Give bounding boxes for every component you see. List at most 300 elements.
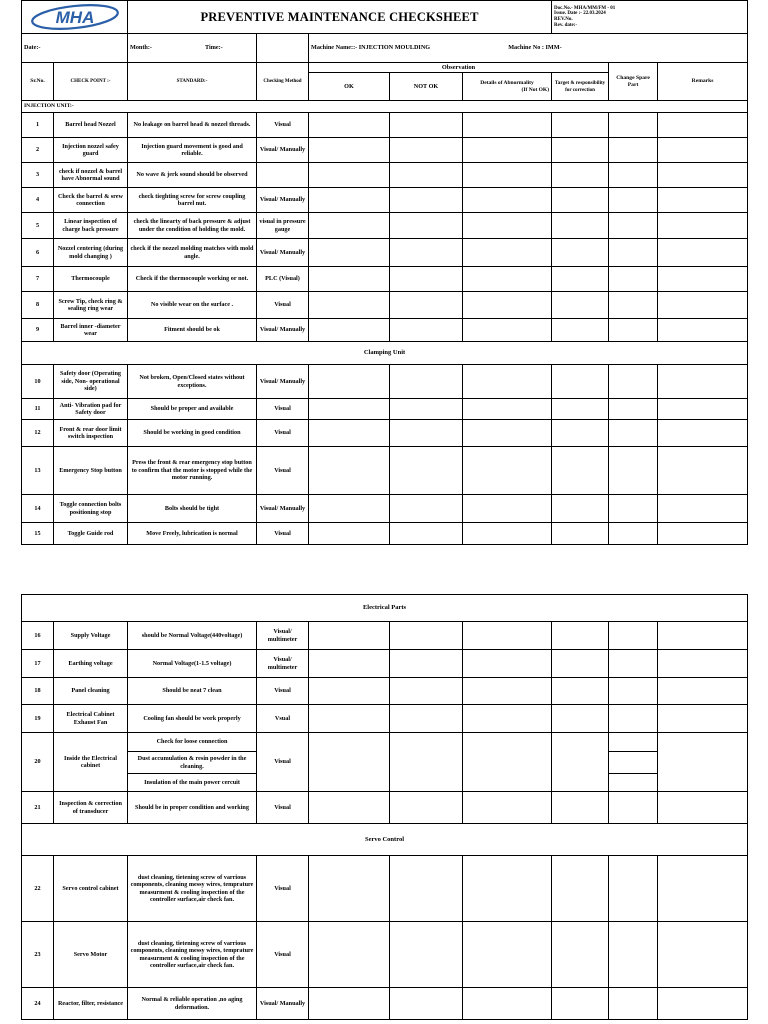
row-method: Visual/ Manually: [257, 365, 309, 399]
spare-cell[interactable]: [609, 188, 658, 213]
row-method: [257, 163, 309, 188]
remarks-cell[interactable]: [658, 622, 748, 650]
table-row: [22, 988, 748, 1020]
target-cell[interactable]: [552, 213, 609, 239]
spare-cell[interactable]: [609, 239, 658, 267]
remarks-cell[interactable]: [658, 447, 748, 495]
row-standard: No visible wear on the surface .: [128, 292, 257, 319]
row-method: Visual: [257, 856, 309, 922]
row-check-point: Injection nozzel safey guard: [54, 138, 128, 163]
row-method: Visual: [257, 113, 309, 138]
row-sr: 1: [22, 113, 54, 138]
remarks-cell[interactable]: [658, 792, 748, 824]
target-cell[interactable]: [552, 292, 609, 319]
target-cell[interactable]: [552, 188, 609, 213]
row-method: visual in pressure gauge: [257, 213, 309, 239]
remarks-cell[interactable]: [658, 292, 748, 319]
col-header-checking-method: Checking Method: [257, 63, 309, 101]
not-ok-cell[interactable]: [390, 399, 463, 420]
row-method: Visual: [257, 792, 309, 824]
spare-cell[interactable]: [609, 856, 658, 922]
not-ok-cell[interactable]: [390, 365, 463, 399]
row-sr: 22: [22, 856, 54, 922]
row-check-point: Toggle connection bolts positioning stop: [54, 495, 128, 523]
ok-cell[interactable]: [309, 650, 390, 678]
row-check-point: Reactor, filter, resistance: [54, 988, 128, 1020]
spare-cell[interactable]: [609, 988, 658, 1020]
target-cell[interactable]: [552, 988, 609, 1020]
details-cell[interactable]: [463, 239, 552, 267]
row-standard: Not broken, Open/Closed states without exceptions.: [128, 365, 257, 399]
ok-cell[interactable]: [309, 113, 390, 138]
remarks-cell[interactable]: [658, 138, 748, 163]
table-row: [22, 292, 748, 319]
table-row: [22, 319, 748, 342]
row-method: Visual: [257, 399, 309, 420]
target-cell[interactable]: [552, 399, 609, 420]
not-ok-cell[interactable]: [390, 856, 463, 922]
spare-cell[interactable]: [609, 650, 658, 678]
not-ok-cell[interactable]: [390, 678, 463, 705]
row-standard: Dust accumulation & resin powder in the cleaning.: [128, 752, 257, 774]
row-sr: 14: [22, 495, 54, 523]
spare-cell[interactable]: [609, 523, 658, 545]
details-cell[interactable]: [463, 138, 552, 163]
remarks-cell[interactable]: [658, 678, 748, 705]
row-standard: Check for loose connection: [128, 733, 257, 752]
row-sr: 15: [22, 523, 54, 545]
row-check-point: Linear inspection of charge back pressure: [54, 213, 128, 239]
row-method: Visual/ Manually: [257, 319, 309, 342]
ok-cell[interactable]: [309, 138, 390, 163]
row-standard: should be Normal Voltage(440voltage): [128, 622, 257, 650]
details-cell[interactable]: [463, 678, 552, 705]
row-check-point: Nozzel centering (during mold changing ): [54, 239, 128, 267]
details-label: Details of Abnormality: [480, 79, 534, 86]
table-row: [22, 113, 748, 138]
ok-cell[interactable]: [309, 792, 390, 824]
document-info: [552, 1, 748, 34]
row-check-point: Emergency Stop button: [54, 447, 128, 495]
target-cell[interactable]: [552, 239, 609, 267]
not-ok-cell[interactable]: [390, 988, 463, 1020]
details-cell[interactable]: [463, 292, 552, 319]
col-header-sr-no: Sr.No.: [22, 63, 54, 101]
spare-cell[interactable]: [609, 292, 658, 319]
spare-cell[interactable]: [609, 447, 658, 495]
not-ok-cell[interactable]: [390, 447, 463, 495]
table-row: [22, 163, 748, 188]
details-cell[interactable]: [463, 622, 552, 650]
table-row: [22, 239, 748, 267]
row-method: Visual: [257, 447, 309, 495]
spare-cell[interactable]: [609, 319, 658, 342]
checksheet-page-1: [21, 0, 747, 545]
table-row: [22, 678, 748, 705]
row-method: Visual: [257, 420, 309, 447]
remarks-cell[interactable]: [658, 420, 748, 447]
row-check-point: Servo Motor: [54, 922, 128, 988]
ok-cell[interactable]: [309, 365, 390, 399]
col-header-details: [463, 73, 552, 101]
row-sr: 19: [22, 705, 54, 733]
row-sr: 10: [22, 365, 54, 399]
remarks-cell[interactable]: [658, 523, 748, 545]
target-cell[interactable]: [552, 792, 609, 824]
spare-cell[interactable]: [609, 420, 658, 447]
machine-no-label: Machine No : IMM-: [508, 44, 562, 52]
ok-cell[interactable]: [309, 733, 390, 792]
not-ok-cell[interactable]: [390, 113, 463, 138]
target-cell[interactable]: [552, 622, 609, 650]
row-sr: 9: [22, 319, 54, 342]
ok-cell[interactable]: [309, 319, 390, 342]
remarks-cell[interactable]: [658, 319, 748, 342]
spare-cell[interactable]: [609, 774, 658, 792]
target-cell[interactable]: [552, 447, 609, 495]
rev-number: REV.No.: [554, 17, 573, 22]
row-check-point: Inspection & correction of transducer: [54, 792, 128, 824]
ok-cell[interactable]: [309, 399, 390, 420]
spare-cell[interactable]: [609, 365, 658, 399]
ok-cell[interactable]: [309, 163, 390, 188]
row-standard: Should be neat 7 clean: [128, 678, 257, 705]
row-standard: No leakage on barrel head & nozzel threads.: [128, 113, 257, 138]
details-cell[interactable]: [463, 988, 552, 1020]
row-method: Visual/ multimeter: [257, 622, 309, 650]
not-ok-cell[interactable]: [390, 138, 463, 163]
row-check-point: Thermocouple: [54, 267, 128, 292]
spare-cell[interactable]: [609, 138, 658, 163]
target-cell[interactable]: [552, 495, 609, 523]
target-cell[interactable]: [552, 163, 609, 188]
spare-cell[interactable]: [609, 163, 658, 188]
machine-name-label: Machine Name::- INJECTION MOULDING: [311, 44, 431, 52]
target-cell[interactable]: [552, 319, 609, 342]
ok-cell[interactable]: [309, 705, 390, 733]
remarks-cell[interactable]: [658, 988, 748, 1020]
not-ok-cell[interactable]: [390, 239, 463, 267]
row-method: Visual: [257, 922, 309, 988]
table-row: [22, 213, 748, 239]
machine-info[interactable]: [309, 34, 748, 63]
details-cell[interactable]: [463, 399, 552, 420]
row-check-point: Barrel inner -diameter wear: [54, 319, 128, 342]
ok-cell[interactable]: [309, 239, 390, 267]
target-cell[interactable]: [552, 138, 609, 163]
remarks-cell[interactable]: [658, 163, 748, 188]
not-ok-cell[interactable]: [390, 792, 463, 824]
remarks-cell[interactable]: [658, 705, 748, 733]
not-ok-cell[interactable]: [390, 163, 463, 188]
row-standard: Cooling fan should be work properly: [128, 705, 257, 733]
not-ok-cell[interactable]: [390, 267, 463, 292]
details-cell[interactable]: [463, 792, 552, 824]
remarks-cell[interactable]: [658, 239, 748, 267]
row-sr: 4: [22, 188, 54, 213]
details-cell[interactable]: [463, 113, 552, 138]
table-row: [22, 138, 748, 163]
row-standard: check tieghting screw for screw coupling barrel nut.: [128, 188, 257, 213]
row-method: Visual: [257, 733, 309, 792]
not-ok-cell[interactable]: [390, 650, 463, 678]
row-sr: 5: [22, 213, 54, 239]
ok-cell[interactable]: [309, 523, 390, 545]
row-sr: 23: [22, 922, 54, 988]
table-row: [22, 792, 748, 824]
row-standard: Bolts should be tight: [128, 495, 257, 523]
month-label: Month:-: [130, 44, 152, 52]
row-method: Visual/ Manually: [257, 138, 309, 163]
remarks-cell[interactable]: [658, 922, 748, 988]
spare-cell[interactable]: [609, 792, 658, 824]
table-row: [22, 705, 748, 733]
table-row: [22, 922, 748, 988]
col-header-target: Target & responsibility for correction: [552, 73, 609, 101]
row-method: Visual: [257, 678, 309, 705]
target-cell[interactable]: [552, 678, 609, 705]
row-check-point: Electrical Cabinet Exhaust Fan: [54, 705, 128, 733]
checksheet-table-bottom: [21, 594, 748, 1020]
remarks-cell[interactable]: [658, 365, 748, 399]
details-cell[interactable]: [463, 163, 552, 188]
not-ok-cell[interactable]: [390, 420, 463, 447]
ok-cell[interactable]: [309, 292, 390, 319]
remarks-cell[interactable]: [658, 650, 748, 678]
not-ok-cell[interactable]: [390, 523, 463, 545]
section-servo-control: Servo Control: [22, 824, 748, 856]
row-sr: 16: [22, 622, 54, 650]
remarks-cell[interactable]: [658, 267, 748, 292]
table-row: [22, 399, 748, 420]
row-check-point: check if nozzel & barrel have Abnormal sound: [54, 163, 128, 188]
row-sr: 13: [22, 447, 54, 495]
row-method: Visual/ multimeter: [257, 650, 309, 678]
ok-cell[interactable]: [309, 622, 390, 650]
target-cell[interactable]: [552, 523, 609, 545]
ok-cell[interactable]: [309, 922, 390, 988]
row-sr: 2: [22, 138, 54, 163]
target-cell[interactable]: [552, 922, 609, 988]
date-field[interactable]: Date:-: [22, 34, 128, 63]
row-standard: Should be working in good condition: [128, 420, 257, 447]
ok-cell[interactable]: [309, 420, 390, 447]
row-check-point: Servo control cabinet: [54, 856, 128, 922]
row-check-point: Panel cleaning: [54, 678, 128, 705]
table-row: [22, 447, 748, 495]
row-method: Visual/ Manually: [257, 495, 309, 523]
row-standard: Injection guard movement is good and reliable.: [128, 138, 257, 163]
details-cell[interactable]: [463, 213, 552, 239]
col-header-observation: Observation: [309, 63, 609, 73]
row-check-point: Safety door (Operating side, Non- operational side): [54, 365, 128, 399]
not-ok-cell[interactable]: [390, 319, 463, 342]
doc-number: Doc.No.- MHA/MM/FM - 01: [554, 5, 616, 11]
spare-cell[interactable]: [609, 399, 658, 420]
row-sr: 18: [22, 678, 54, 705]
details-cell[interactable]: [463, 495, 552, 523]
section-clamping-unit: Clamping Unit: [22, 342, 748, 365]
checksheet-table-top: [21, 0, 748, 545]
row-standard: check the linearty of back pressure & adjust under the condition of holding the mold.: [128, 213, 257, 239]
table-row: [22, 420, 748, 447]
remarks-cell[interactable]: [658, 399, 748, 420]
details-cell[interactable]: [463, 267, 552, 292]
row-sr: 7: [22, 267, 54, 292]
row-check-point: Earthing voltage: [54, 650, 128, 678]
remarks-cell[interactable]: [658, 213, 748, 239]
row-standard: No wave & jerk sound should be observed: [128, 163, 257, 188]
row-method: Visual/ Manually: [257, 188, 309, 213]
ok-cell[interactable]: [309, 495, 390, 523]
row-check-point: Check the barrel & srew connection: [54, 188, 128, 213]
row-standard: dust cleaning, tietening screw of varrious components, cleaning messy wires, temprature measurment & cooling inspection of the controller surface,air check fan.: [128, 856, 257, 922]
month-time-field[interactable]: [128, 34, 257, 63]
spare-cell[interactable]: [609, 922, 658, 988]
spare-cell[interactable]: [609, 752, 658, 774]
checksheet-page-2: [21, 594, 747, 1020]
not-ok-cell[interactable]: [390, 213, 463, 239]
row-method: Visual: [257, 292, 309, 319]
spare-cell[interactable]: [609, 678, 658, 705]
details-cell[interactable]: [463, 523, 552, 545]
col-header-change-spare: Change Spare Part: [609, 63, 658, 101]
row-standard: Should be proper and available: [128, 399, 257, 420]
row-sr: 11: [22, 399, 54, 420]
row-sr: 17: [22, 650, 54, 678]
ok-cell[interactable]: [309, 988, 390, 1020]
target-cell[interactable]: [552, 420, 609, 447]
row-method: Visual/ Manually: [257, 988, 309, 1020]
row-standard: Insulation of the main power cercuit: [128, 774, 257, 792]
remarks-cell[interactable]: [658, 188, 748, 213]
row-standard: Normal Voltage(1-1.5 voltage): [128, 650, 257, 678]
remarks-cell[interactable]: [658, 856, 748, 922]
table-row: [22, 733, 748, 752]
table-row: [22, 495, 748, 523]
not-ok-cell[interactable]: [390, 292, 463, 319]
spare-cell[interactable]: [609, 622, 658, 650]
row-method: Visual: [257, 523, 309, 545]
col-header-remarks: Remarks: [658, 63, 748, 101]
target-cell[interactable]: [552, 113, 609, 138]
remarks-cell[interactable]: [658, 495, 748, 523]
row-standard: Should be in proper condition and working: [128, 792, 257, 824]
row-sr: 24: [22, 988, 54, 1020]
row-method: Vsual: [257, 705, 309, 733]
row-standard: Normal & reliable operation ,no aging deformation.: [128, 988, 257, 1020]
spare-cell[interactable]: [609, 213, 658, 239]
details-cell[interactable]: [463, 733, 552, 792]
not-ok-cell[interactable]: [390, 922, 463, 988]
spare-cell[interactable]: [609, 267, 658, 292]
ok-cell[interactable]: [309, 213, 390, 239]
ok-cell[interactable]: [309, 188, 390, 213]
row-sr: 12: [22, 420, 54, 447]
row-method: Visual/ Manually: [257, 239, 309, 267]
not-ok-cell[interactable]: [390, 733, 463, 792]
row-check-point: Barrel head Nozzel: [54, 113, 128, 138]
col-header-not-ok: NOT OK: [390, 73, 463, 101]
not-ok-cell[interactable]: [390, 188, 463, 213]
ok-cell[interactable]: [309, 678, 390, 705]
row-sr: 8: [22, 292, 54, 319]
row-check-point: Toggle Guide rod: [54, 523, 128, 545]
not-ok-cell[interactable]: [390, 495, 463, 523]
details-cell[interactable]: [463, 922, 552, 988]
row-standard: Fitment should be ok: [128, 319, 257, 342]
target-cell[interactable]: [552, 267, 609, 292]
section-injection-unit: INJECTION UNIT:-: [22, 101, 748, 113]
row-standard: check if the nozzel molding matches with mold angle.: [128, 239, 257, 267]
row-check-point: Anti- Vibration pad for Safety door: [54, 399, 128, 420]
row-standard: Check if the thermocouple working or not.: [128, 267, 257, 292]
target-cell[interactable]: [552, 856, 609, 922]
table-row: [22, 650, 748, 678]
target-cell[interactable]: [552, 733, 609, 792]
table-row: [22, 856, 748, 922]
ok-cell[interactable]: [309, 447, 390, 495]
row-method: PLC (Visual): [257, 267, 309, 292]
details-cell[interactable]: [463, 188, 552, 213]
details-cell[interactable]: [463, 705, 552, 733]
ok-cell[interactable]: [309, 267, 390, 292]
spare-cell[interactable]: [609, 495, 658, 523]
remarks-cell[interactable]: [658, 113, 748, 138]
row-check-point: Front & rear door limit switch inspection: [54, 420, 128, 447]
col-header-check-point: CHECK POINT :-: [54, 63, 128, 101]
rev-date: Rev. date:-: [554, 22, 578, 28]
ok-cell[interactable]: [309, 856, 390, 922]
table-row: [22, 523, 748, 545]
page-title: PREVENTIVE MAINTENANCE CHECKSHEET: [128, 1, 552, 34]
row-check-point: Screw Tip, check ring & sealing ring wear: [54, 292, 128, 319]
table-row: [22, 365, 748, 399]
row-standard: Press the front & rear emergency stop button to confirm that the motor is stopped while the motor running.: [128, 447, 257, 495]
col-header-ok: OK: [309, 73, 390, 101]
details-cell[interactable]: [463, 365, 552, 399]
target-cell[interactable]: [552, 650, 609, 678]
table-row: [22, 267, 748, 292]
spare-cell[interactable]: [609, 733, 658, 752]
not-ok-cell[interactable]: [390, 622, 463, 650]
details-cell[interactable]: [463, 420, 552, 447]
svg-text:MHA: MHA: [55, 8, 94, 27]
row-check-point: Inside the Electrical cabinet: [54, 733, 128, 792]
details-cell[interactable]: [463, 856, 552, 922]
target-cell[interactable]: [552, 705, 609, 733]
table-row: [22, 188, 748, 213]
not-ok-cell[interactable]: [390, 705, 463, 733]
row-check-point: Supply Voltage: [54, 622, 128, 650]
section-electrical-parts: Electrical Parts: [22, 595, 748, 622]
spare-cell[interactable]: [609, 705, 658, 733]
row-sr: 6: [22, 239, 54, 267]
remarks-cell[interactable]: [658, 733, 748, 792]
details-cell[interactable]: [463, 319, 552, 342]
spare-cell[interactable]: [609, 113, 658, 138]
row-sr: 3: [22, 163, 54, 188]
time-value[interactable]: [257, 34, 309, 63]
row-sr: 20: [22, 733, 54, 792]
target-cell[interactable]: [552, 365, 609, 399]
details-cell[interactable]: [463, 447, 552, 495]
details-cell[interactable]: [463, 650, 552, 678]
row-standard: dust cleaning, tietening screw of varrious components, cleaning messy wires, temprature measurment & cooling inspection of the controller surface,air check fan.: [128, 922, 257, 988]
col-header-standard: STANDARD:-: [128, 63, 257, 101]
logo-cell: [22, 1, 128, 34]
row-sr: 21: [22, 792, 54, 824]
